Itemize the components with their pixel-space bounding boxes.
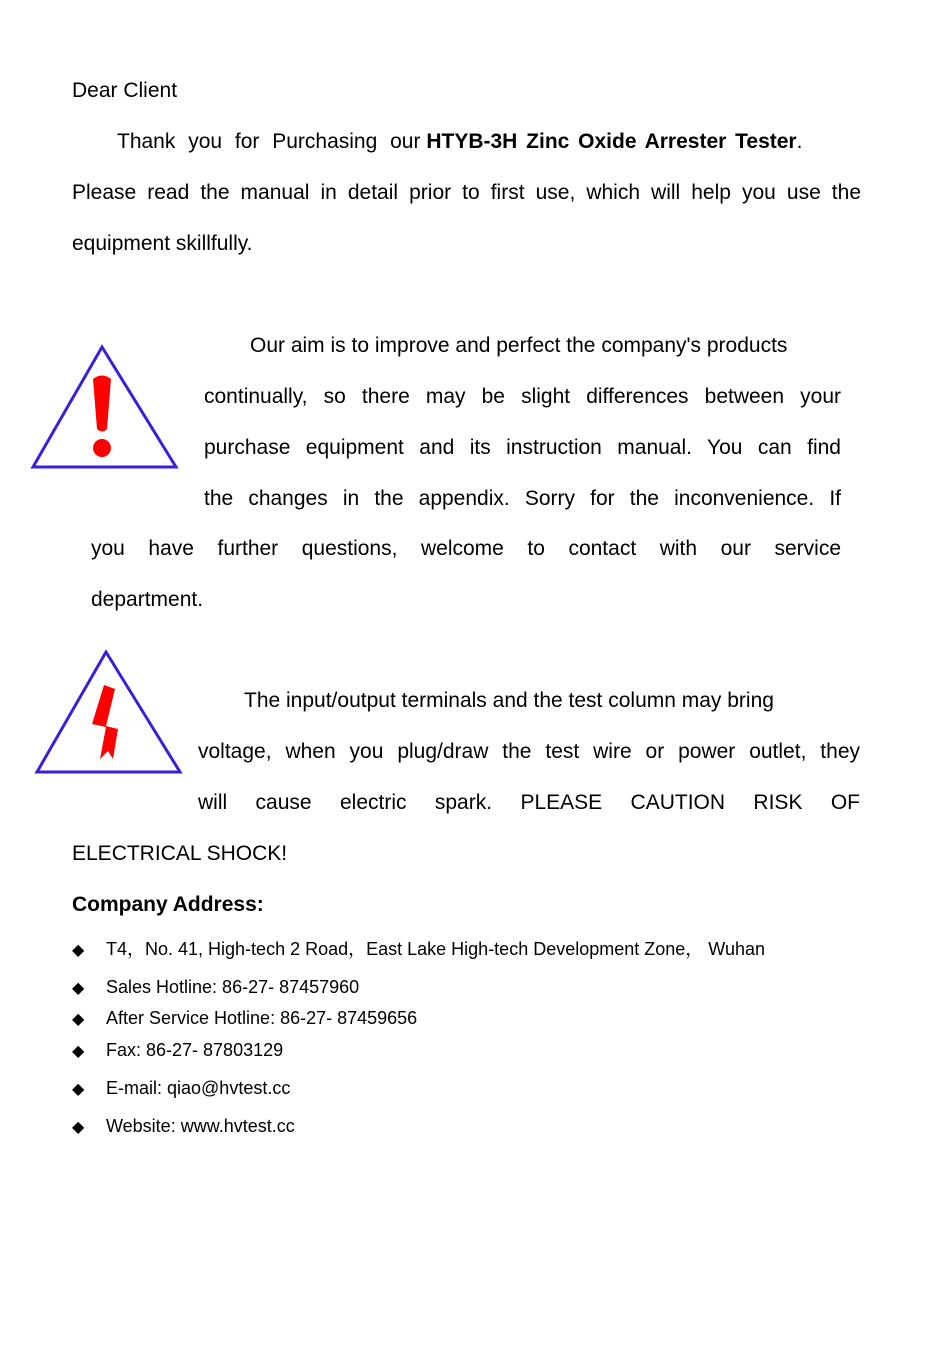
- bullet-icon: ◆: [72, 980, 85, 997]
- sales-hotline-item: [72, 975, 359, 1001]
- notice-line-3: purchase equipment and its instruction manual. You can find: [204, 436, 841, 459]
- intro-line-1: [117, 129, 861, 155]
- product-name: HTYB-3H Zinc Oxide Arrester Tester: [426, 130, 797, 153]
- website-item: [72, 1114, 295, 1140]
- bullet-icon: ◆: [72, 1011, 85, 1028]
- notice-line-1: Our aim is to improve and perfect the company's products: [250, 334, 788, 357]
- fax-text: Fax: 86-27- 87803129: [106, 1040, 284, 1060]
- shock-line-3: will cause electric spark. PLEASE CAUTION RISK OF: [198, 791, 860, 814]
- bullet-icon: ◆: [72, 1081, 85, 1098]
- address-text: T4，No. 41, High-tech 2 Road，East Lake High-tech Development Zone， Wuhan: [106, 939, 766, 959]
- notice-line-4: the changes in the appendix. Sorry for the inconvenience. If: [204, 487, 841, 510]
- shock-line-2: voltage, when you plug/draw the test wire or power outlet, they: [198, 740, 860, 763]
- intro-line-3: equipment skillfully.: [72, 232, 253, 255]
- greeting: Dear Client: [72, 79, 178, 102]
- service-hotline-text: After Service Hotline: 86-27- 87459656: [106, 1008, 418, 1028]
- shock-line-4: ELECTRICAL SHOCK!: [72, 842, 288, 865]
- notice-line-5: you have further questions, welcome to contact with our service: [91, 537, 841, 560]
- intro-text: Thank you for Purchasing our: [117, 130, 421, 153]
- bullet-icon: ◆: [72, 1119, 85, 1136]
- address-item: [72, 937, 765, 963]
- notice-line-2: continually, so there may be slight differences between your: [204, 385, 841, 408]
- website-text: Website: www.hvtest.cc: [106, 1116, 295, 1136]
- intro-period: .: [796, 130, 803, 153]
- email-text: E-mail: qiao@hvtest.cc: [106, 1078, 291, 1098]
- notice-line-6: department.: [91, 588, 204, 611]
- fax-item: [72, 1038, 283, 1064]
- electric-shock-icon: [34, 647, 184, 777]
- email-item: [72, 1076, 290, 1102]
- bullet-icon: ◆: [72, 1043, 85, 1060]
- company-heading: Company Address:: [72, 893, 264, 916]
- sales-hotline-text: Sales Hotline: 86-27- 87457960: [106, 977, 360, 997]
- bullet-icon: ◆: [72, 942, 85, 959]
- intro-line-2: Please read the manual in detail prior to first use, which will help you use the: [72, 181, 861, 204]
- shock-line-1: The input/output terminals and the test column may bring: [244, 689, 774, 712]
- warning-exclamation-icon: [30, 342, 180, 472]
- service-hotline-item: [72, 1006, 417, 1032]
